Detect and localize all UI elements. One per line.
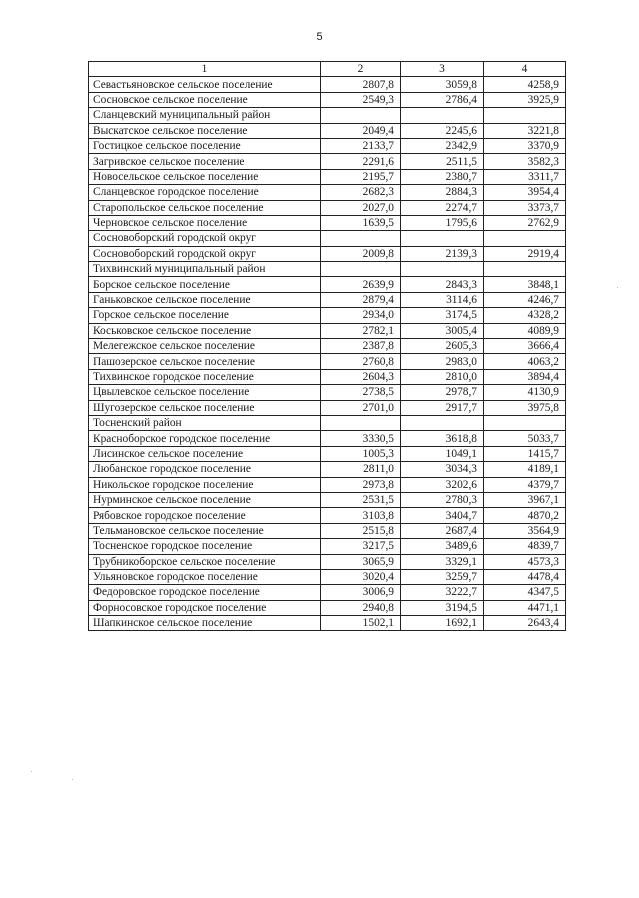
value-col-3-cell: 3259,7 <box>401 569 484 584</box>
value-col-3-cell: 2687,4 <box>401 523 484 538</box>
table-row <box>89 569 566 584</box>
value-col-3-cell <box>401 108 484 123</box>
value-col-2-cell: 2009,8 <box>321 246 401 261</box>
table-row <box>89 138 566 153</box>
value-col-3-cell: 2605,3 <box>401 339 484 354</box>
value-col-2-cell: 2639,9 <box>321 277 401 292</box>
value-col-2-cell: 2879,4 <box>321 292 401 307</box>
settlement-name-cell: Форносовское городское поселение <box>89 600 321 615</box>
settlement-name-cell: Сланцевский муниципальный район <box>89 108 321 123</box>
value-col-4-cell: 4189,1 <box>484 462 566 477</box>
value-col-2-cell <box>321 262 401 277</box>
settlement-name-cell: Рябовское городское поселение <box>89 508 321 523</box>
settlement-name-cell: Пашозерское сельское поселение <box>89 354 321 369</box>
value-col-4-cell: 3666,4 <box>484 339 566 354</box>
table-row <box>89 523 566 538</box>
value-col-2-cell: 3103,8 <box>321 508 401 523</box>
value-col-4-cell: 4063,2 <box>484 354 566 369</box>
value-col-4-cell <box>484 108 566 123</box>
scan-speck <box>617 287 618 288</box>
value-col-2-cell: 2531,5 <box>321 492 401 507</box>
settlement-name-cell: Лисинское сельское поселение <box>89 446 321 461</box>
value-col-2-cell <box>321 231 401 246</box>
value-col-3-cell: 3114,6 <box>401 292 484 307</box>
value-col-3-cell: 3005,4 <box>401 323 484 338</box>
value-col-2-cell: 2049,4 <box>321 123 401 138</box>
value-col-4-cell: 3848,1 <box>484 277 566 292</box>
settlement-name-cell: Любанское городское поселение <box>89 462 321 477</box>
table-row <box>89 462 566 477</box>
value-col-2-cell: 3330,5 <box>321 431 401 446</box>
value-col-2-cell: 2701,0 <box>321 400 401 415</box>
value-col-2-cell <box>321 108 401 123</box>
value-col-4-cell: 4130,9 <box>484 385 566 400</box>
value-col-4-cell: 3221,8 <box>484 123 566 138</box>
value-col-3-cell: 3202,6 <box>401 477 484 492</box>
table-row <box>89 185 566 200</box>
settlement-name-cell: Севастьяновское сельское поселение <box>89 77 321 92</box>
value-col-4-cell: 3564,9 <box>484 523 566 538</box>
value-col-4-cell <box>484 415 566 430</box>
settlement-name-cell: Тельмановское сельское поселение <box>89 523 321 538</box>
value-col-3-cell: 3329,1 <box>401 554 484 569</box>
table-row <box>89 446 566 461</box>
value-col-3-cell: 2843,3 <box>401 277 484 292</box>
value-col-4-cell: 3967,1 <box>484 492 566 507</box>
value-col-4-cell: 4347,5 <box>484 585 566 600</box>
settlement-name-cell: Трубникоборское сельское поселение <box>89 554 321 569</box>
settlement-name-cell: Тосненское городское поселение <box>89 539 321 554</box>
settlement-name-cell: Федоровское городское поселение <box>89 585 321 600</box>
value-col-2-cell: 2940,8 <box>321 600 401 615</box>
table-row <box>89 369 566 384</box>
value-col-3-cell: 1049,1 <box>401 446 484 461</box>
settlement-name-cell: Тихвинское городское поселение <box>89 369 321 384</box>
value-col-4-cell: 1415,7 <box>484 446 566 461</box>
value-col-4-cell: 4379,7 <box>484 477 566 492</box>
table-row <box>89 400 566 415</box>
table-section-row <box>89 108 566 123</box>
table-row <box>89 600 566 615</box>
settlement-name-cell: Тосненский район <box>89 415 321 430</box>
value-col-2-cell: 2195,7 <box>321 169 401 184</box>
value-col-4-cell: 3954,4 <box>484 185 566 200</box>
settlement-name-cell: Старопольское сельское поселение <box>89 200 321 215</box>
settlement-name-cell: Выскатское сельское поселение <box>89 123 321 138</box>
value-col-4-cell: 3975,8 <box>484 400 566 415</box>
value-col-3-cell: 2884,3 <box>401 185 484 200</box>
value-col-4-cell: 3311,7 <box>484 169 566 184</box>
value-col-4-cell: 4328,2 <box>484 308 566 323</box>
value-col-3-cell: 3194,5 <box>401 600 484 615</box>
value-col-3-cell: 2917,7 <box>401 400 484 415</box>
value-col-3-cell <box>401 415 484 430</box>
table-row <box>89 277 566 292</box>
value-col-4-cell: 4246,7 <box>484 292 566 307</box>
table-row <box>89 508 566 523</box>
page-number: 5 <box>316 31 323 43</box>
value-col-3-cell: 2380,7 <box>401 169 484 184</box>
table-row <box>89 385 566 400</box>
table-row <box>89 292 566 307</box>
settlement-name-cell: Мелегежское сельское поселение <box>89 339 321 354</box>
settlement-name-cell: Тихвинский муниципальный район <box>89 262 321 277</box>
table-row <box>89 585 566 600</box>
value-col-2-cell: 2738,5 <box>321 385 401 400</box>
table-row <box>89 77 566 92</box>
value-col-2-cell: 2760,8 <box>321 354 401 369</box>
value-col-2-cell: 1639,5 <box>321 215 401 230</box>
value-col-4-cell: 4839,7 <box>484 539 566 554</box>
value-col-3-cell: 3618,8 <box>401 431 484 446</box>
value-col-2-cell: 3020,4 <box>321 569 401 584</box>
value-col-4-cell: 3894,4 <box>484 369 566 384</box>
value-col-3-cell: 2511,5 <box>401 154 484 169</box>
table-row <box>89 169 566 184</box>
value-col-4-cell <box>484 262 566 277</box>
table-row <box>89 554 566 569</box>
settlement-name-cell: Шугозерское сельское поселение <box>89 400 321 415</box>
settlement-name-cell: Сосновоборский городской округ <box>89 231 321 246</box>
table-row <box>89 123 566 138</box>
settlement-name-cell: Шапкинское сельское поселение <box>89 616 321 631</box>
value-col-3-cell: 3174,5 <box>401 308 484 323</box>
value-col-2-cell: 2133,7 <box>321 138 401 153</box>
value-col-4-cell: 4089,9 <box>484 323 566 338</box>
table-row <box>89 431 566 446</box>
settlement-name-cell: Борское сельское поселение <box>89 277 321 292</box>
value-col-3-cell: 2810,0 <box>401 369 484 384</box>
value-col-3-cell: 3059,8 <box>401 77 484 92</box>
value-col-3-cell <box>401 262 484 277</box>
value-col-4-cell: 2643,4 <box>484 616 566 631</box>
value-col-3-cell: 2342,9 <box>401 138 484 153</box>
settlement-name-cell: Красноборское городское поселение <box>89 431 321 446</box>
value-col-2-cell: 2782,1 <box>321 323 401 338</box>
table-row <box>89 323 566 338</box>
value-col-4-cell: 4471,1 <box>484 600 566 615</box>
table-section-row <box>89 231 566 246</box>
value-col-3-cell: 3489,6 <box>401 539 484 554</box>
value-col-4-cell: 3373,7 <box>484 200 566 215</box>
table-row <box>89 539 566 554</box>
value-col-3-cell: 2139,3 <box>401 246 484 261</box>
value-col-2-cell: 2027,0 <box>321 200 401 215</box>
value-col-4-cell: 2762,9 <box>484 215 566 230</box>
value-col-3-cell: 2780,3 <box>401 492 484 507</box>
table-row <box>89 92 566 107</box>
value-col-2-cell: 1502,1 <box>321 616 401 631</box>
value-col-2-cell: 3217,5 <box>321 539 401 554</box>
value-col-4-cell: 2919,4 <box>484 246 566 261</box>
header-cell-1: 1 <box>89 62 321 77</box>
table-row <box>89 477 566 492</box>
value-col-4-cell: 3582,3 <box>484 154 566 169</box>
value-col-2-cell: 1005,3 <box>321 446 401 461</box>
settlement-name-cell: Ульяновское городское поселение <box>89 569 321 584</box>
settlement-name-cell: Ганьковское сельское поселение <box>89 292 321 307</box>
value-col-3-cell: 1795,6 <box>401 215 484 230</box>
table-section-row <box>89 262 566 277</box>
settlement-name-cell: Гостицкое сельское поселение <box>89 138 321 153</box>
table-body <box>89 62 566 631</box>
value-col-3-cell: 3222,7 <box>401 585 484 600</box>
table-header-row <box>89 62 566 77</box>
settlement-name-cell: Горское сельское поселение <box>89 308 321 323</box>
table-row <box>89 492 566 507</box>
value-col-2-cell: 2387,8 <box>321 339 401 354</box>
table-row <box>89 200 566 215</box>
value-col-2-cell: 2291,6 <box>321 154 401 169</box>
value-col-3-cell <box>401 231 484 246</box>
settlement-name-cell: Никольское городское поселение <box>89 477 321 492</box>
settlement-name-cell: Цвылевское сельское поселение <box>89 385 321 400</box>
table-row <box>89 308 566 323</box>
value-col-2-cell: 2549,3 <box>321 92 401 107</box>
value-col-4-cell: 5033,7 <box>484 431 566 446</box>
value-col-3-cell: 3404,7 <box>401 508 484 523</box>
scan-speck <box>31 771 32 772</box>
table-section-row <box>89 415 566 430</box>
value-col-2-cell: 2811,0 <box>321 462 401 477</box>
table-row <box>89 154 566 169</box>
settlement-name-cell: Сосновское сельское поселение <box>89 92 321 107</box>
value-col-4-cell: 4870,2 <box>484 508 566 523</box>
table-row <box>89 354 566 369</box>
settlement-name-cell: Загривское сельское поселение <box>89 154 321 169</box>
value-col-3-cell: 2274,7 <box>401 200 484 215</box>
scan-speck <box>72 779 73 780</box>
value-col-3-cell: 2245,6 <box>401 123 484 138</box>
value-col-4-cell: 4258,9 <box>484 77 566 92</box>
table-row <box>89 616 566 631</box>
value-col-2-cell: 2682,3 <box>321 185 401 200</box>
value-col-3-cell: 2786,4 <box>401 92 484 107</box>
value-col-2-cell: 2604,3 <box>321 369 401 384</box>
value-col-4-cell: 3370,9 <box>484 138 566 153</box>
header-cell-4: 4 <box>484 62 566 77</box>
table-row <box>89 215 566 230</box>
header-cell-3: 3 <box>401 62 484 77</box>
settlement-name-cell: Коськовское сельское поселение <box>89 323 321 338</box>
value-col-2-cell: 2515,8 <box>321 523 401 538</box>
value-col-2-cell: 3006,9 <box>321 585 401 600</box>
value-col-3-cell: 1692,1 <box>401 616 484 631</box>
settlement-name-cell: Черновское сельское поселение <box>89 215 321 230</box>
value-col-2-cell: 3065,9 <box>321 554 401 569</box>
value-col-2-cell: 2973,8 <box>321 477 401 492</box>
value-col-2-cell: 2807,8 <box>321 77 401 92</box>
value-col-3-cell: 2978,7 <box>401 385 484 400</box>
value-col-4-cell: 3925,9 <box>484 92 566 107</box>
table-row <box>89 339 566 354</box>
value-col-3-cell: 3034,3 <box>401 462 484 477</box>
value-col-2-cell <box>321 415 401 430</box>
value-col-4-cell: 4478,4 <box>484 569 566 584</box>
settlement-name-cell: Сосновоборский городской округ <box>89 246 321 261</box>
settlement-name-cell: Сланцевское городское поселение <box>89 185 321 200</box>
settlement-name-cell: Нурминское сельское поселение <box>89 492 321 507</box>
data-table <box>88 61 566 631</box>
value-col-2-cell: 2934,0 <box>321 308 401 323</box>
table-row <box>89 246 566 261</box>
header-cell-2: 2 <box>321 62 401 77</box>
value-col-3-cell: 2983,0 <box>401 354 484 369</box>
value-col-4-cell <box>484 231 566 246</box>
value-col-4-cell: 4573,3 <box>484 554 566 569</box>
settlement-name-cell: Новосельское сельское поселение <box>89 169 321 184</box>
